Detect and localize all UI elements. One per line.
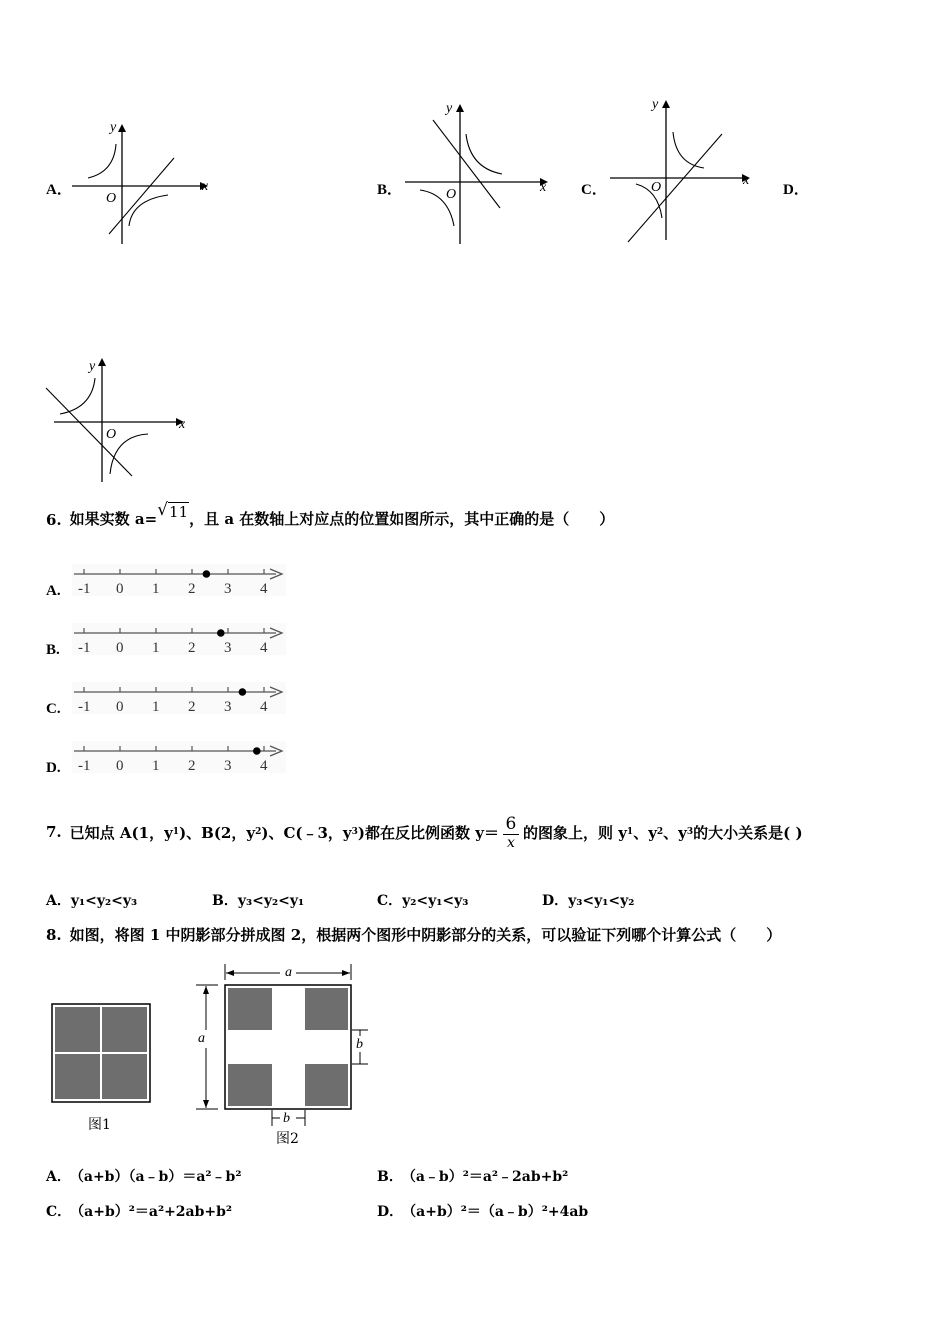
q7-sub: 2 — [255, 827, 262, 837]
q7-sub: 1 — [172, 827, 180, 837]
q7-stem — [46, 804, 803, 860]
numberline-tick-label: 3 — [224, 758, 232, 774]
origin-label: O — [106, 191, 117, 206]
y-axis-label: y — [652, 97, 659, 112]
shaded-square — [305, 988, 348, 1030]
q5-option-c-label: C． — [581, 182, 607, 198]
q7-text: 、y — [633, 823, 657, 842]
hyperbola-branch — [129, 195, 168, 226]
q6-numberline-a — [70, 562, 290, 598]
line-graph — [628, 134, 722, 242]
option-label: B． — [377, 1169, 403, 1185]
q8-text: 如图，将图 1 中阴影部分拼成图 2，根据两个图形中阴影部分的关系，可以验证下列哪个计算公式（ ） — [69, 926, 782, 944]
option-text: y₃<y₂<y₁ — [237, 893, 305, 909]
q6-option-c-label: C. — [46, 701, 61, 717]
numberline-point — [239, 688, 247, 696]
option-text: y₃<y₁<y₂ — [568, 893, 635, 909]
q8-option-d — [377, 1201, 588, 1221]
numberline-tick-label: 2 — [188, 758, 196, 774]
q6-sqrt: √ 11 — [157, 500, 189, 521]
hyperbola-branch — [673, 132, 704, 168]
numberline-tick-label: 3 — [224, 640, 232, 656]
shaded-square — [102, 1054, 147, 1099]
q7-frac-den: x — [507, 834, 515, 851]
q7-number: 7. — [46, 823, 62, 841]
numberline-tick-label: 2 — [188, 699, 196, 715]
numberline-tick-label: 4 — [260, 581, 268, 597]
hyperbola-branch — [60, 378, 95, 414]
q6-sqrt-value: 11 — [169, 503, 189, 521]
q8-figure-1 — [50, 1002, 152, 1104]
numberline-tick-label: 3 — [224, 581, 232, 597]
x-axis-label: x — [202, 179, 209, 194]
shaded-square — [102, 1007, 147, 1052]
q7-option-a — [46, 890, 137, 910]
q6-number: 6. — [46, 511, 62, 529]
numberline-tick-label: 4 — [260, 640, 268, 656]
option-label: A． — [46, 893, 71, 909]
numberline-tick-label: 1 — [152, 581, 160, 597]
numberline-point — [253, 747, 261, 755]
numberline-tick-label: 4 — [260, 699, 268, 715]
y-axis-label: y — [89, 359, 96, 374]
numberline-tick-label: 2 — [188, 581, 196, 597]
q5-graph-a — [60, 110, 220, 250]
option-label: A． — [46, 1169, 71, 1185]
numberline-tick-label: 1 — [152, 699, 160, 715]
option-label: C． — [46, 1204, 72, 1220]
q7-text: )、B(2，y — [179, 823, 256, 842]
numberline-tick-label: -1 — [78, 640, 91, 656]
q7-option-c — [377, 890, 468, 910]
q6-option-a-label: A. — [46, 583, 61, 599]
q8-figure-2 — [190, 956, 380, 1128]
q7-text: 的大小关系是( ) — [693, 823, 803, 842]
option-text: （a+b）²＝a²+2ab+b² — [77, 1204, 233, 1220]
y-axis-label: y — [446, 101, 453, 116]
q6-numberline-d — [70, 739, 290, 775]
numberline-tick-label: 0 — [116, 640, 124, 656]
origin-label: O — [446, 187, 457, 202]
q5-graph-d — [40, 352, 200, 486]
q7-sub: 3 — [686, 827, 694, 837]
q6-text-after: ，且 a 在数轴上对应点的位置如图所示，其中正确的是（ ） — [189, 510, 615, 528]
option-text: y₁<y₂<y₃ — [70, 893, 138, 909]
numberline-tick-label: 1 — [152, 758, 160, 774]
q6-option-b-label: B. — [46, 642, 60, 658]
numberline-bg — [72, 623, 286, 655]
x-axis-label: x — [540, 180, 547, 195]
q7-fraction — [503, 814, 519, 851]
option-label: D． — [542, 893, 569, 909]
q6-text-before: 如果实数 a= — [69, 510, 158, 528]
q7-option-d — [542, 890, 634, 910]
dimension-b-right: b — [356, 1037, 363, 1052]
line-graph — [46, 388, 132, 476]
q7-option-b — [212, 890, 304, 910]
shaded-square — [305, 1064, 348, 1106]
q7-text: )、C(﹣3，y — [261, 823, 352, 842]
q8-option-b — [377, 1166, 568, 1186]
numberline-tick-label: 3 — [224, 699, 232, 715]
line-graph — [433, 120, 500, 208]
option-text: （a+b）（a﹣b）＝a²﹣b² — [76, 1169, 242, 1185]
q8-option-c — [46, 1201, 232, 1221]
q7-sub: 1 — [626, 827, 634, 837]
option-label: D． — [377, 1204, 404, 1220]
y-axis-label: y — [110, 120, 117, 135]
x-axis-label: x — [179, 417, 186, 432]
dimension-b-bottom: b — [283, 1111, 290, 1126]
q8-figure-1-caption: 图1 — [88, 1117, 111, 1133]
hyperbola-branch — [88, 144, 116, 178]
q5-option-b-label: B． — [377, 182, 403, 198]
numberline-tick-label: -1 — [78, 699, 91, 715]
option-text: （a﹣b）²＝a²﹣2ab+b² — [408, 1169, 569, 1185]
q5-option-a-label: A． — [46, 182, 72, 198]
q7-sub: 2 — [656, 827, 664, 837]
numberline-bg — [72, 682, 286, 714]
option-label: B． — [212, 893, 238, 909]
shaded-square — [228, 988, 272, 1030]
option-text: （a+b）²＝（a﹣b）²+4ab — [409, 1204, 589, 1220]
q7-frac-num: 6 — [505, 813, 517, 834]
q7-text: 的图象上，则 y — [522, 823, 627, 842]
numberline-bg — [72, 564, 286, 596]
numberline-tick-label: -1 — [78, 758, 91, 774]
numberline-tick-label: 0 — [116, 758, 124, 774]
option-label: C． — [377, 893, 403, 909]
shaded-square — [55, 1007, 100, 1052]
q7-sub: 3 — [351, 827, 358, 837]
q6-numberline-c — [70, 680, 290, 716]
numberline-tick-label: 1 — [152, 640, 160, 656]
option-text: y₂<y₁<y₃ — [402, 893, 469, 909]
q7-text: 已知点 A(1，y — [69, 823, 173, 842]
q5-graph-b — [400, 98, 560, 248]
q7-text: 、y — [663, 823, 687, 842]
q8-figure-2-caption: 图2 — [276, 1131, 299, 1147]
q8-option-a — [46, 1166, 241, 1186]
origin-label: O — [106, 427, 117, 442]
q7-text: )都在反比例函数 y＝ — [357, 823, 499, 842]
numberline-tick-label: 2 — [188, 640, 196, 656]
numberline-point — [203, 570, 211, 578]
q8-stem — [46, 924, 781, 945]
numberline-tick-label: -1 — [78, 581, 91, 597]
numberline-tick-label: 0 — [116, 581, 124, 597]
numberline-tick-label: 0 — [116, 699, 124, 715]
shaded-square — [55, 1054, 100, 1099]
shaded-square — [228, 1064, 272, 1106]
origin-label: O — [651, 180, 662, 195]
q6-option-d-label: D. — [46, 760, 61, 776]
numberline-point — [217, 629, 225, 637]
dimension-a-top: a — [285, 965, 292, 980]
q5-option-d-label: D． — [783, 182, 809, 198]
x-axis-label: x — [743, 173, 750, 188]
hyperbola-branch — [466, 134, 502, 174]
q6-numberline-b — [70, 621, 290, 657]
dimension-a-left: a — [198, 1031, 205, 1046]
q8-number: 8. — [46, 926, 62, 944]
q6-stem — [46, 500, 615, 529]
q5-graph-c — [600, 94, 770, 246]
numberline-bg — [72, 741, 286, 773]
numberline-tick-label: 4 — [260, 758, 268, 774]
